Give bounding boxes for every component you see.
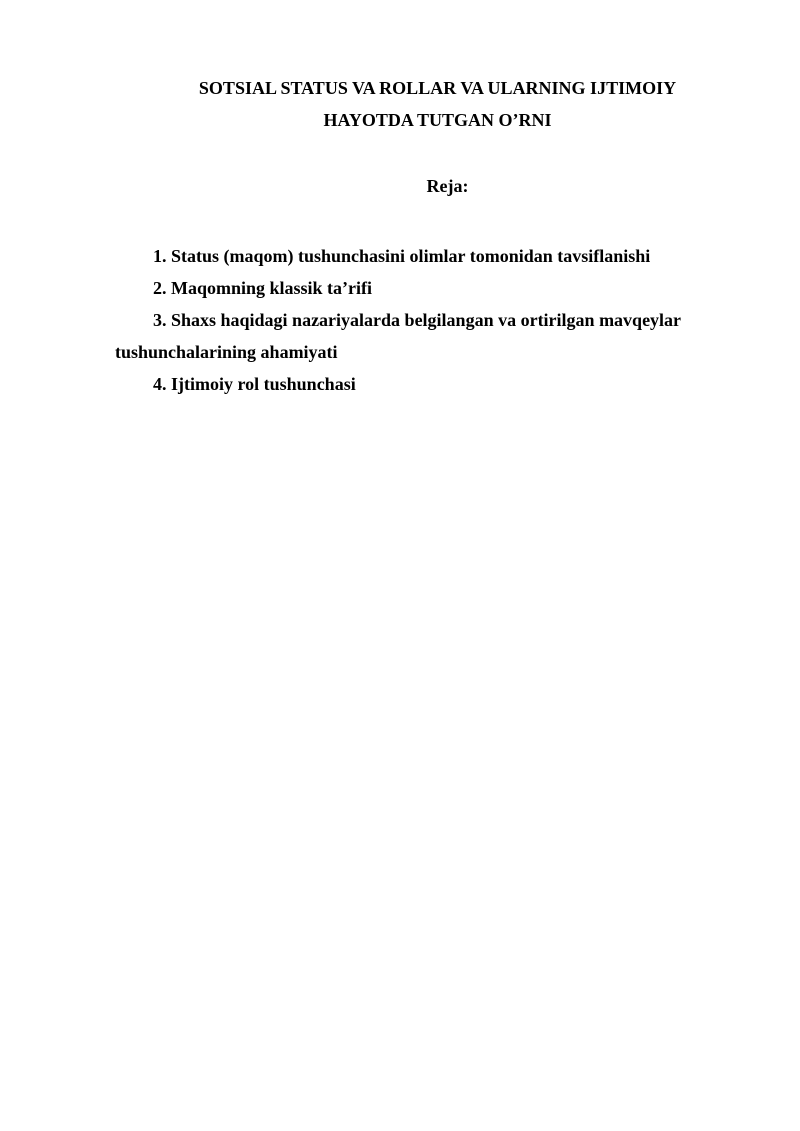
document-title-line-1: SOTSIAL STATUS VA ROLLAR VA ULARNING IJTIMOIY [198, 78, 677, 98]
plan-item-3: 3. Shaxs haqidagi nazariyalarda belgilangan va ortirilgan mavqeylar tushunchalarining ahamiyati [115, 310, 681, 362]
plan-heading: Reja: [426, 176, 469, 196]
document-title-line-2: HAYOTDA TUTGAN O’RNI [323, 110, 552, 130]
plan-item-2: 2. Maqomning klassik ta’rifi [153, 278, 373, 298]
plan-list [115, 240, 715, 400]
plan-item-1: 1. Status (maqom) tushunchasini olimlar tomonidan tavsiflanishi [153, 246, 651, 266]
plan-item-4: 4. Ijtimoiy rol tushunchasi [153, 374, 356, 394]
